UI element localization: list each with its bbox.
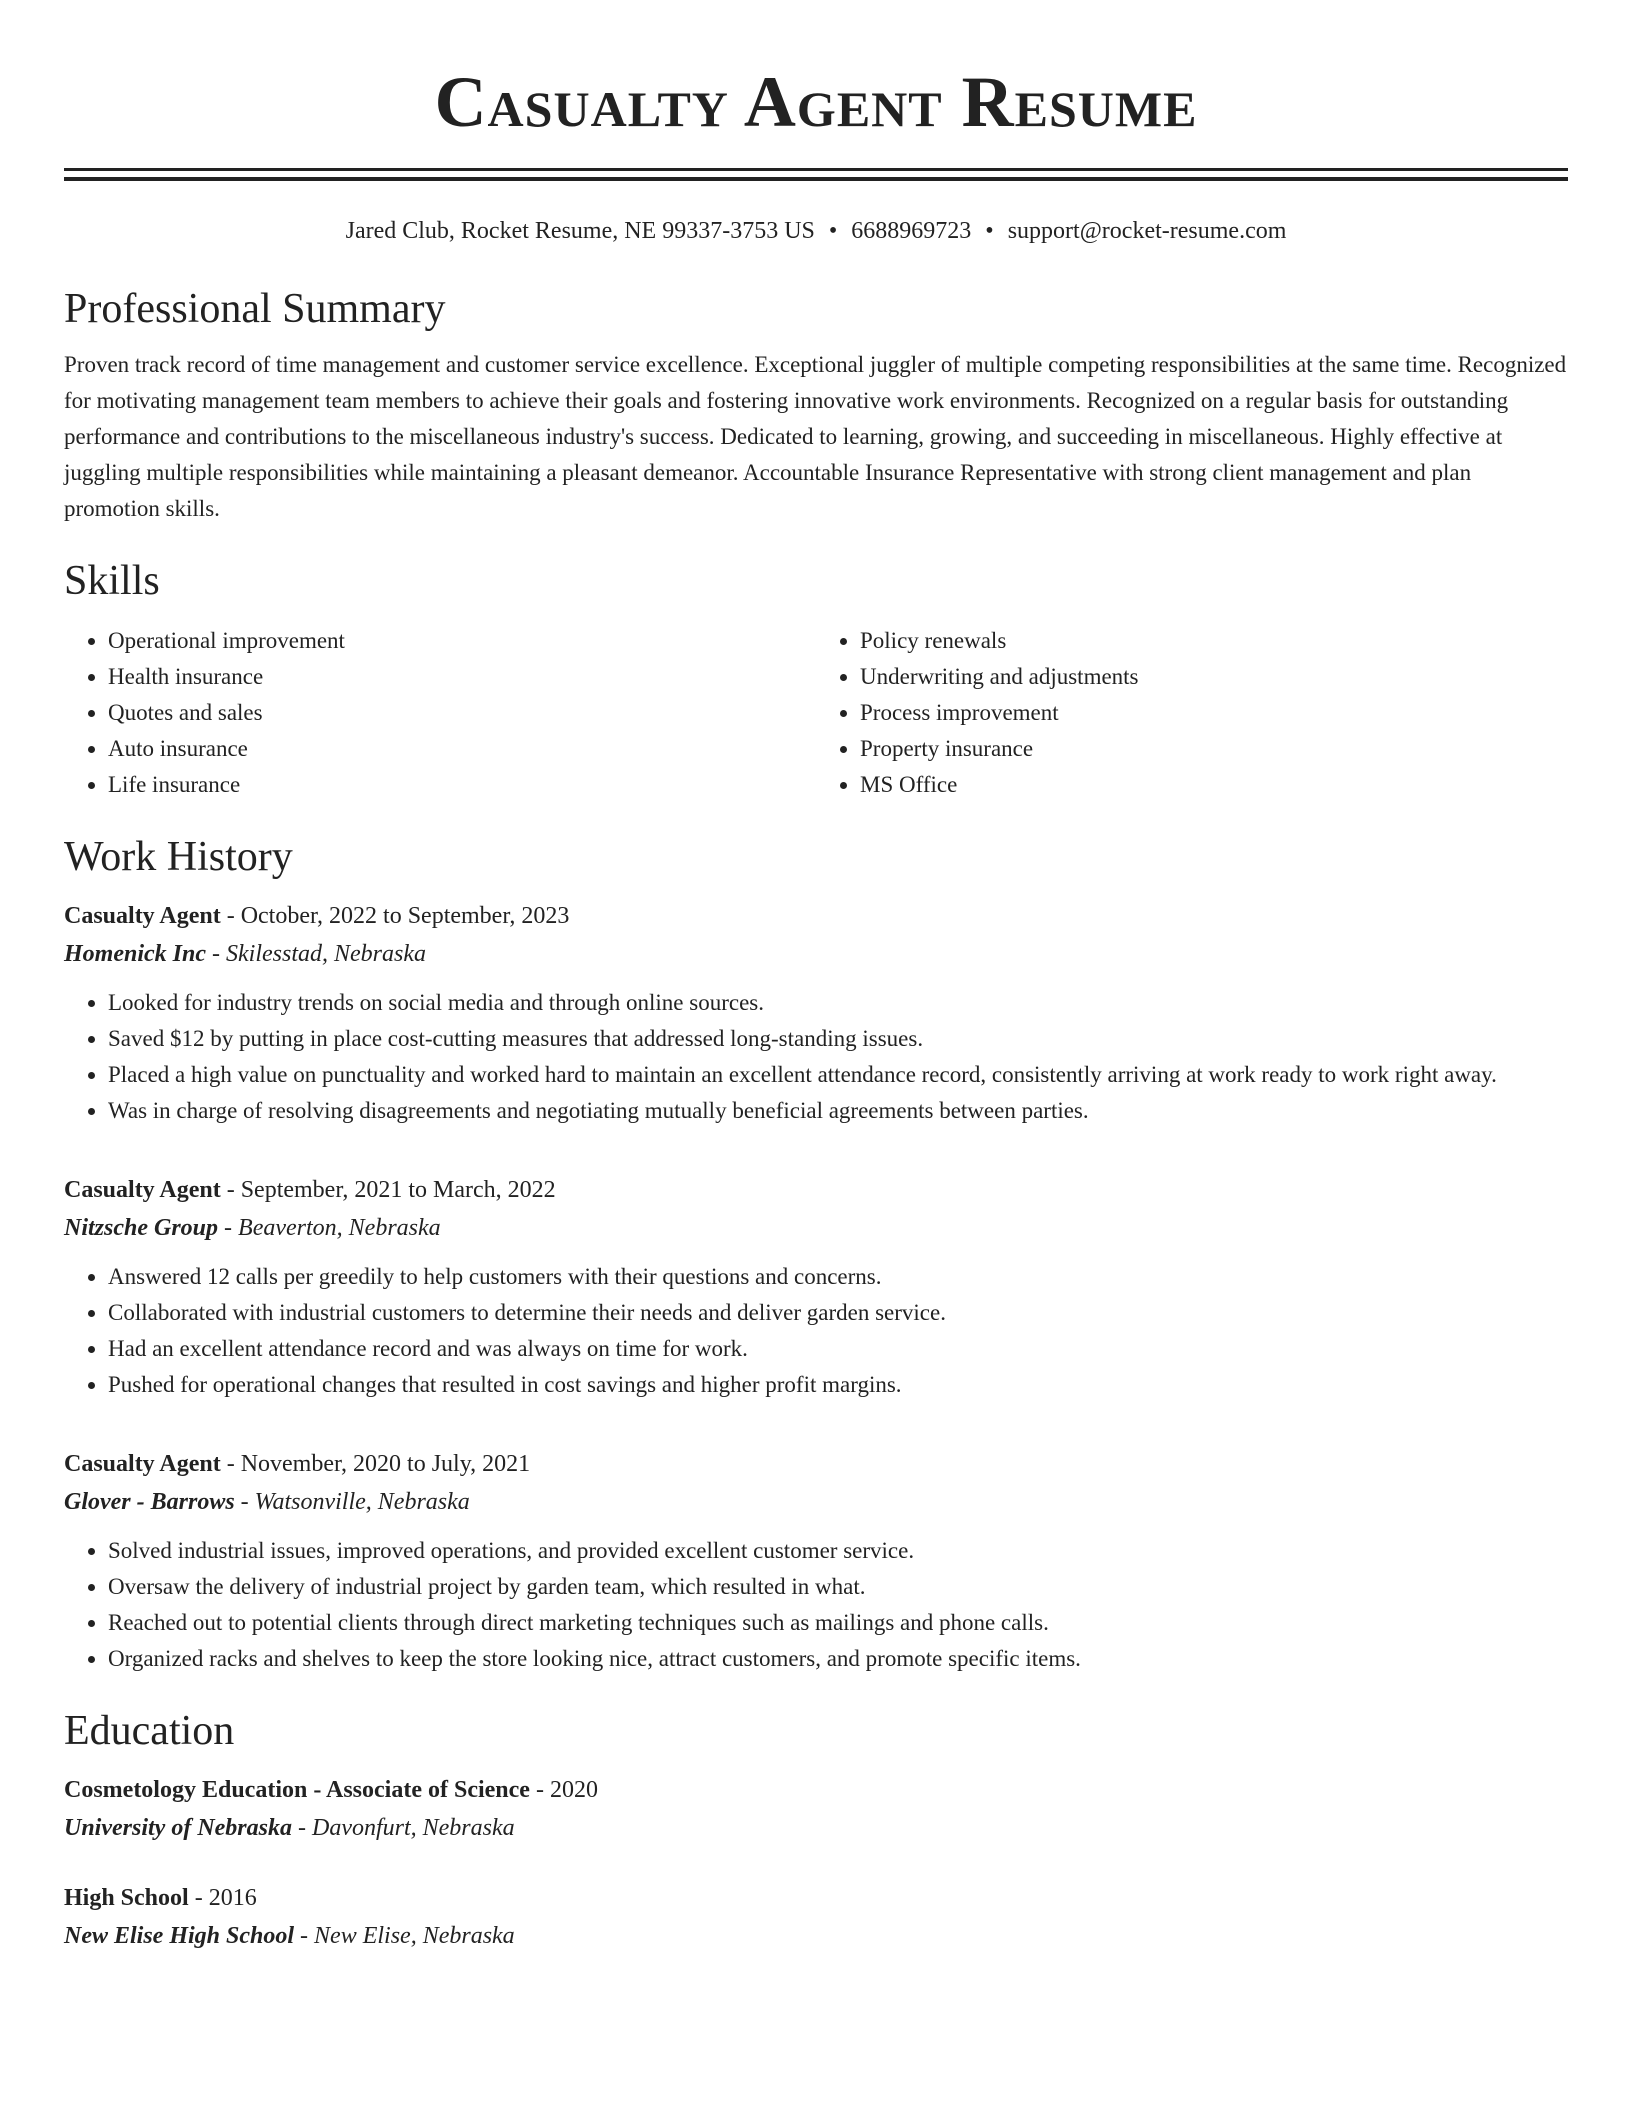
school-location: Davonfurt, Nebraska xyxy=(311,1815,515,1841)
skills-heading: Skills xyxy=(64,558,160,604)
job-header xyxy=(64,1445,1568,1483)
job-bullet: • Saved $12 by putting in place cost-cutting measures that addressed long-standing issues. xyxy=(108,1021,1568,1057)
job-bullet: • Reached out to potential clients through direct marketing techniques such as mailings and phone calls. xyxy=(108,1605,1568,1641)
contact-email: support@rocket-resume.com xyxy=(1007,218,1287,244)
job-title: Casualty Agent xyxy=(64,903,221,929)
job-location: Skilesstad, Nebraska xyxy=(226,941,426,967)
job-bullets xyxy=(64,985,1568,1129)
job-bullet: • Collaborated with industrial customers to determine their needs and deliver garden service. xyxy=(108,1295,1568,1331)
job-bullet: • Solved industrial issues, improved operations, and provided excellent customer service. xyxy=(108,1533,1568,1569)
job-employer xyxy=(64,1209,1568,1247)
degree: High School xyxy=(64,1885,189,1911)
job-bullets xyxy=(64,1533,1568,1677)
contact-separator: • xyxy=(985,218,994,244)
dash: - xyxy=(291,1815,312,1841)
job-dates: November, 2020 to July, 2021 xyxy=(240,1451,531,1477)
job-bullet: • Pushed for operational changes that resulted in cost savings and higher profit margins. xyxy=(108,1367,1568,1403)
contact-phone: 6688969723 xyxy=(851,218,972,244)
job-bullet: • Had an excellent attendance record and was always on time for work. xyxy=(108,1331,1568,1367)
job-header xyxy=(64,897,1568,935)
company-name: Homenick Inc xyxy=(64,941,206,967)
education-section xyxy=(64,1705,1568,1955)
job-bullet: • Placed a high value on punctuality and worked hard to maintain an excellent attendance record, consistently arriving at work ready to work right away. xyxy=(108,1057,1568,1093)
dash: - xyxy=(294,1923,315,1949)
school-name: New Elise High School xyxy=(64,1923,295,1949)
dash: - xyxy=(188,1885,209,1911)
job-bullet: • Oversaw the delivery of industrial project by garden team, which resulted in what. xyxy=(108,1569,1568,1605)
work-history-heading: Work History xyxy=(64,834,293,880)
job-bullets xyxy=(64,1259,1568,1403)
dash: - xyxy=(220,1177,241,1203)
dash: - xyxy=(220,1451,241,1477)
job-employer xyxy=(64,935,1568,973)
job-entry xyxy=(64,1171,1568,1403)
job-location: Watsonville, Nebraska xyxy=(254,1489,470,1515)
skill-item: • Life insurance xyxy=(108,767,816,803)
job-bullet: • Was in charge of resolving disagreements and negotiating mutually beneficial agreements between parties. xyxy=(108,1093,1568,1129)
skill-item: • Operational improvement xyxy=(108,623,816,659)
skills-list-left xyxy=(64,623,816,803)
dash: - xyxy=(206,941,226,967)
contact-separator: • xyxy=(828,218,838,244)
resume-page xyxy=(64,0,1568,1955)
education-header xyxy=(64,1879,1568,1917)
skills-list-right xyxy=(816,623,1568,803)
education-school xyxy=(64,1917,1568,1955)
summary-section xyxy=(64,283,1568,527)
school-name: University of Nebraska xyxy=(64,1815,292,1841)
graduation-year: 2016 xyxy=(208,1885,257,1911)
education-heading: Education xyxy=(64,1708,235,1754)
contact-address: Jared Club, Rocket Resume, NE 99337-3753 US xyxy=(345,218,815,244)
skills-section xyxy=(64,555,1568,803)
education-school xyxy=(64,1809,1568,1847)
school-location: New Elise, Nebraska xyxy=(314,1923,515,1949)
degree: Cosmetology Education - Associate of Science xyxy=(64,1777,530,1803)
title-divider-thin xyxy=(64,168,1568,171)
company-name: Glover - Barrows xyxy=(64,1489,235,1515)
skill-item: • Quotes and sales xyxy=(108,695,816,731)
dash: - xyxy=(220,903,241,929)
contact-line xyxy=(64,215,1568,247)
graduation-year: 2020 xyxy=(549,1777,598,1803)
job-employer xyxy=(64,1483,1568,1521)
resume-title: Casualty Agent Resume xyxy=(434,62,1198,142)
job-title: Casualty Agent xyxy=(64,1177,221,1203)
dash: - xyxy=(218,1215,239,1241)
summary-text: Proven track record of time management and customer service excellence. Exceptional juggler of multiple competing responsibilities at the same time. Recognized for motivating management team members to achieve their goals and fostering innovative work environments. Recognized on a regular basis for outstanding performance and contributions to the miscellaneous industry's success. Dedicated to learning, growing, and succeeding in miscellaneous. Highly effective at juggling multiple responsibilities while maintaining a pleasant demeanor. Accountable Insurance Representative with strong client management and plan promotion skills. xyxy=(64,352,1567,521)
job-location: Beaverton, Nebraska xyxy=(238,1215,441,1241)
job-bullet: • Organized racks and shelves to keep the store looking nice, attract customers, and promote specific items. xyxy=(108,1641,1568,1677)
summary-heading: Professional Summary xyxy=(64,286,446,332)
job-title: Casualty Agent xyxy=(64,1451,221,1477)
work-history-section xyxy=(64,831,1568,1677)
company-name: Nitzsche Group xyxy=(64,1215,219,1241)
job-bullet: • Answered 12 calls per greedily to help customers with their questions and concerns. xyxy=(108,1259,1568,1295)
skill-item: • MS Office xyxy=(860,767,1568,803)
skill-item: • Auto insurance xyxy=(108,731,816,767)
job-bullet: • Looked for industry trends on social media and through online sources. xyxy=(108,985,1568,1021)
education-entry xyxy=(64,1879,1568,1955)
skill-item: • Policy renewals xyxy=(860,623,1568,659)
education-entry xyxy=(64,1771,1568,1847)
job-dates: October, 2022 to September, 2023 xyxy=(240,903,570,929)
job-entry xyxy=(64,897,1568,1129)
skill-item: • Property insurance xyxy=(860,731,1568,767)
skills-columns xyxy=(64,623,1568,803)
skill-item: • Process improvement xyxy=(860,695,1568,731)
skill-item: • Health insurance xyxy=(108,659,816,695)
skill-item: • Underwriting and adjustments xyxy=(860,659,1568,695)
title-divider-thick xyxy=(64,177,1568,181)
job-header xyxy=(64,1171,1568,1209)
dash: - xyxy=(529,1777,550,1803)
job-dates: September, 2021 to March, 2022 xyxy=(240,1177,556,1203)
education-header xyxy=(64,1771,1568,1809)
dash: - xyxy=(234,1489,255,1515)
job-entry xyxy=(64,1445,1568,1677)
